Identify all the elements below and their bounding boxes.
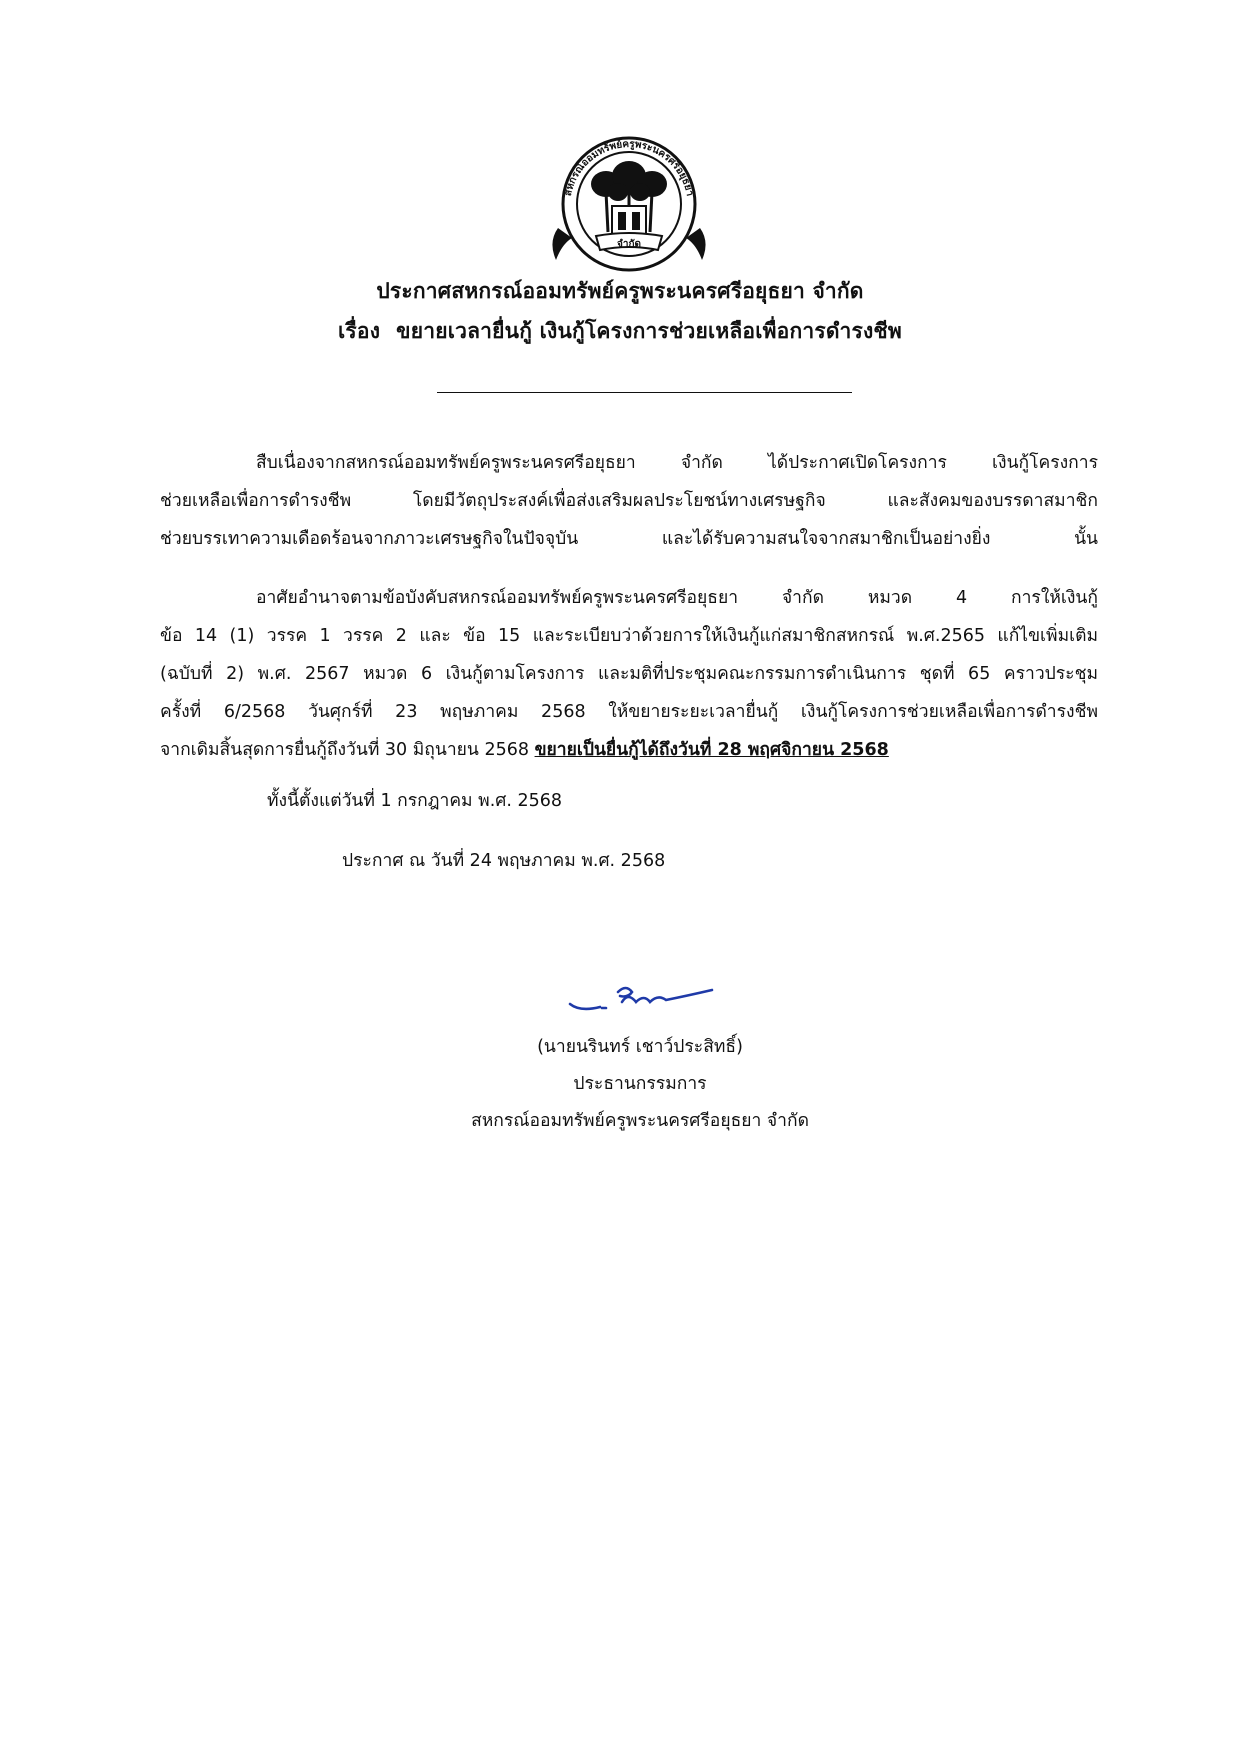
paragraph-line: ข้อ 14 (1) วรรค 1 วรรค 2 และ ข้อ 15 และระเบียบว่าด้วยการให้เงินกู้แก่สมาชิกสหกรณ์ พ.ศ.2565 แก้ไขเพิ่มเติม (160, 626, 1098, 646)
subject-label: เรื่อง (338, 319, 381, 343)
paragraph-line: ครั้งที่ 6/2568 วันศุกร์ที่ 23 พฤษภาคม 2568 ให้ขยายระยะเวลายื่นกู้ เงินกู้โครงการช่วยเหลือเพื่อการดำรงชีพ (160, 702, 1098, 722)
paragraph-line: สืบเนื่องจากสหกรณ์ออมทรัพย์ครูพระนครศรีอยุธยา จำกัด ได้ประกาศเปิดโครงการ เงินกู้โครงการ (256, 453, 1098, 473)
announcement-subject (0, 315, 1240, 348)
handwritten-signature (566, 982, 716, 1018)
paragraph-line-last (160, 731, 1098, 769)
paragraph-line: อาศัยอำนาจตามข้อบังคับสหกรณ์ออมทรัพย์ครูพระนครศรีอยุธยา จำกัด หมวด 4 การให้เงินกู้ (256, 588, 1098, 608)
cooperative-seal-logo (548, 132, 710, 274)
paragraph-authority (160, 579, 1098, 769)
signer-organization: สหกรณ์ออมทรัพย์ครูพระนครศรีอยุธยา จำกัด (471, 1111, 809, 1131)
svg-text:สหกรณ์ออมทรัพย์ครูพระนครศรีอยุ: สหกรณ์ออมทรัพย์ครูพระนครศรีอยุธยา (562, 138, 696, 198)
announcement-title: ประกาศสหกรณ์ออมทรัพย์ครูพระนครศรีอยุธยา จำกัด (376, 279, 864, 303)
svg-text:จำกัด: จำกัด (616, 239, 642, 250)
paragraph-line: (ฉบับที่ 2) พ.ศ. 2567 หมวด 6 เงินกู้ตามโครงการ และมติที่ประชุมคณะกรรมการดำเนินการ ชุดที่ 65 คราวประชุม (160, 664, 1098, 684)
paragraph-line: ช่วยเหลือเพื่อการดำรงชีพ โดยมีวัตถุประสงค์เพื่อส่งเสริมผลประโยชน์ทางเศรษฐกิจ และสังคมของบรรดาสมาชิก (160, 491, 1098, 511)
paragraph-background (160, 444, 1098, 558)
title-divider (437, 392, 852, 393)
original-deadline-text: จากเดิมสิ้นสุดการยื่นกู้ถึงวันที่ 30 มิถุนายน 2568 (160, 740, 529, 760)
announcement-date: ประกาศ ณ วันที่ 24 พฤษภาคม พ.ศ. 2568 (342, 851, 666, 871)
signer-name: (นายนรินทร์ เชาว์ประสิทธิ์) (537, 1037, 743, 1057)
paragraph-line: ช่วยบรรเทาความเดือดร้อนจากภาวะเศรษฐกิจในปัจจุบัน และได้รับความสนใจจากสมาชิกเป็นอย่างยิ่ง นั้น (160, 529, 1098, 549)
subject-text: ขยายเวลายื่นกู้ เงินกู้โครงการช่วยเหลือเพื่อการดำรงชีพ (396, 319, 902, 343)
extended-deadline-text: ขยายเป็นยื่นกู้ได้ถึงวันที่ 28 พฤศจิกายน 2568 (534, 740, 889, 760)
signer-position: ประธานกรรมการ (573, 1074, 707, 1094)
effective-date: ทั้งนี้ตั้งแต่วันที่ 1 กรกฎาคม พ.ศ. 2568 (267, 791, 563, 811)
